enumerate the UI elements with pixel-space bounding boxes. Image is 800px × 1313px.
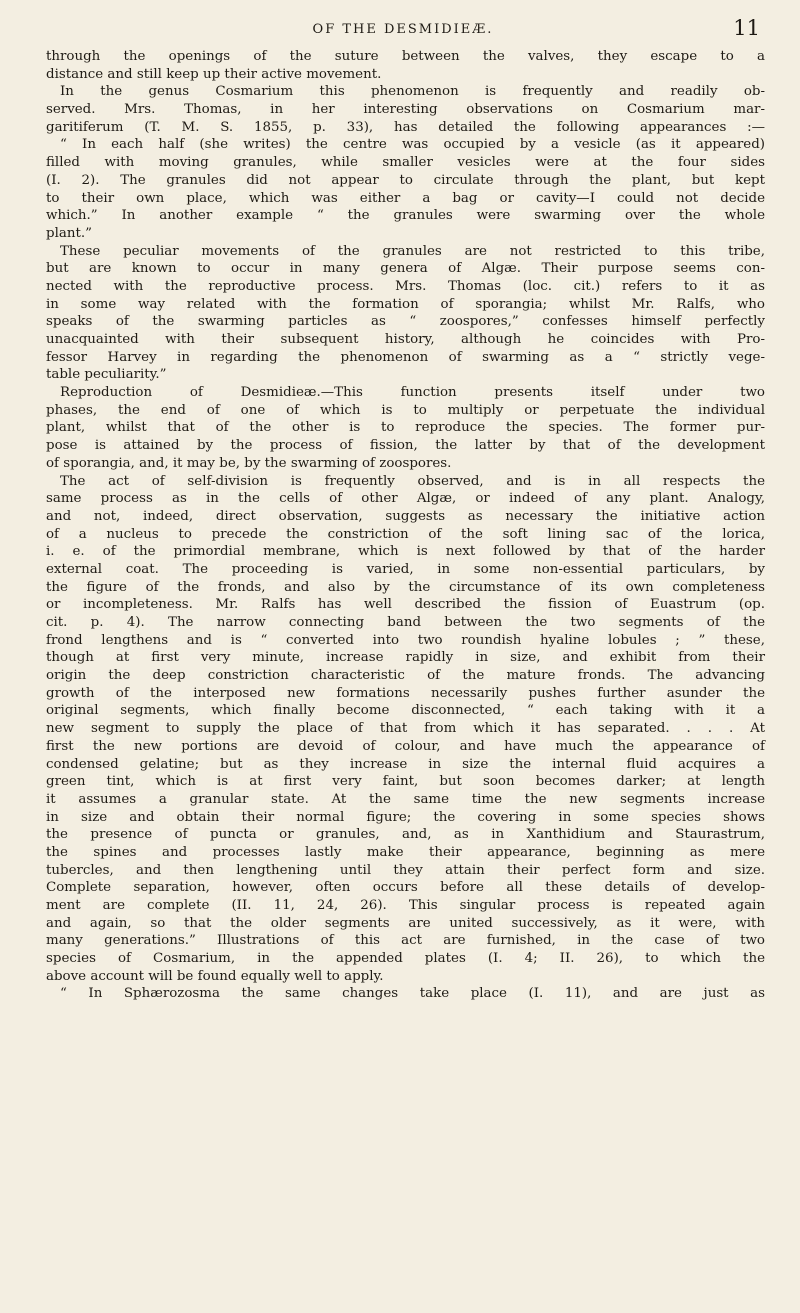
- text-line: of sporangia, and, it may be, by the swarming of zoospores.: [46, 455, 452, 471]
- running-head: [46, 16, 760, 40]
- text-line: unacquainted with their subsequent history, although he coincides with Pro-: [46, 332, 765, 347]
- text-line: (I. 2). The granules did not appear to circulate through the plant, but kept: [46, 172, 765, 188]
- text-line: origin the deep constriction characteristic of the mature fronds. The advancing: [46, 668, 765, 684]
- text-line: plant.”: [46, 225, 92, 241]
- text-line: pose is attained by the process of fission, the latter by that of the development: [46, 438, 765, 454]
- text-line: to their own place, which was either a bag or cavity—I could not decide: [46, 190, 765, 206]
- text-line: green tint, which is at first very faint, but soon becomes darker; at length: [46, 774, 765, 790]
- text-line: growth of the interposed new formations necessarily pushes further asunder the: [46, 685, 765, 701]
- text-line: Reproduction of Desmidieæ.—This function presents itself under two: [60, 385, 765, 401]
- text-line: of a nucleus to precede the constriction of the soft lining sac of the lorica,: [46, 526, 765, 542]
- text-line: same process as in the cells of other Algæ, or indeed of any plant. Analogy,: [46, 491, 765, 507]
- text-line: “ In each half (she writes) the centre was occupied by a vesicle (as it appeared): [60, 137, 765, 153]
- text-line: it assumes a granular state. At the same time the new segments increase: [46, 791, 765, 807]
- text-line: speaks of the swarming particles as “ zoospores,” confesses himself perfectly: [46, 314, 765, 330]
- text-line: nected with the reproductive process. Mrs. Thomas (loc. cit.) refers to it as: [46, 278, 765, 294]
- page-number: 11: [733, 16, 760, 40]
- text-line: The act of self-division is frequently observed, and is in all respects the: [60, 473, 765, 489]
- text-line: cit. p. 4). The narrow connecting band between the two segments of the: [46, 615, 765, 630]
- text-line: in size and obtain their normal figure; the covering in some species shows: [46, 809, 765, 825]
- text-line: though at first very minute, increase rapidly in size, and exhibit from their: [46, 650, 765, 666]
- running-head-title: OF THE DESMIDIEÆ.: [312, 22, 494, 37]
- text-line: many generations.” Illustrations of this act are furnished, in the case of two: [46, 933, 765, 949]
- text-line: table peculiarity.”: [46, 367, 167, 383]
- text-line: which.” In another example “ the granules were swarming over the whole: [46, 208, 765, 224]
- text-line: first the new portions are devoid of colour, and have much the appearance of: [46, 738, 765, 754]
- text-line: garitiferum (T. M. S. 1855, p. 33), has detailed the following appearances :—: [46, 119, 765, 135]
- text-line: or incompleteness. Mr. Ralfs has well described the fission of Euastrum (op.: [46, 597, 765, 613]
- text-line: external coat. The proceeding is varied, in some non-essential particulars, by: [46, 561, 765, 577]
- text-line: These peculiar movements of the granules are not restricted to this tribe,: [60, 243, 765, 259]
- text-line: original segments, which finally become disconnected, “ each taking with it a: [46, 703, 765, 719]
- text-line: In the genus Cosmarium this phenomenon is frequently and readily ob-: [60, 84, 765, 100]
- text-line: in some way related with the formation of sporangia; whilst Mr. Ralfs, who: [46, 296, 765, 312]
- text-line: species of Cosmarium, in the appended plates (I. 4; II. 26), to which the: [46, 951, 765, 967]
- text-line: i. e. of the primordial membrane, which is next followed by that of the harder: [46, 544, 765, 560]
- body-text: [46, 48, 765, 1003]
- text-line: and not, indeed, direct observation, suggests as necessary the initiative action: [46, 508, 765, 524]
- text-line: fessor Harvey in regarding the phenomenon of swarming as a “ strictly vege-: [46, 349, 765, 365]
- text-line: but are known to occur in many genera of Algæ. Their purpose seems con-: [46, 261, 765, 277]
- text-line: distance and still keep up their active movement.: [46, 66, 382, 82]
- text-line: phases, the end of one of which is to multiply or perpetuate the individual: [46, 402, 765, 418]
- text-line: the presence of puncta or granules, and, as in Xanthidium and Staurastrum,: [46, 827, 765, 843]
- text-line: through the openings of the suture between the valves, they escape to a: [46, 49, 765, 64]
- text-line: tubercles, and then lengthening until they attain their perfect form and size.: [46, 862, 765, 878]
- text-line: above account will be found equally well to apply.: [46, 968, 384, 984]
- text-line: Complete separation, however, often occurs before all these details of develop-: [46, 880, 765, 896]
- text-line: ment are complete (II. 11, 24, 26). This singular process is repeated again: [46, 898, 765, 913]
- text-line: the figure of the fronds, and also by the circumstance of its own completeness: [46, 579, 765, 595]
- text-line: the spines and processes lastly make their appearance, beginning as mere: [46, 844, 765, 860]
- text-line: new segment to supply the place of that from which it has separated. . . . At: [46, 721, 765, 737]
- text-line: “ In Sphærozosma the same changes take place (I. 11), and are just as: [60, 986, 765, 1002]
- text-line: condensed gelatine; but as they increase in size the internal fluid acquires a: [46, 756, 765, 772]
- text-line: served. Mrs. Thomas, in her interesting observations on Cosmarium mar-: [46, 102, 765, 118]
- text-line: plant, whilst that of the other is to reproduce the species. The former pur-: [46, 420, 765, 436]
- text-line: and again, so that the older segments are united successively, as it were, with: [46, 915, 765, 931]
- text-line: frond lengthens and is “ converted into two roundish hyaline lobules ; ” these,: [46, 632, 765, 648]
- text-line: filled with moving granules, while smaller vesicles were at the four sides: [46, 155, 765, 171]
